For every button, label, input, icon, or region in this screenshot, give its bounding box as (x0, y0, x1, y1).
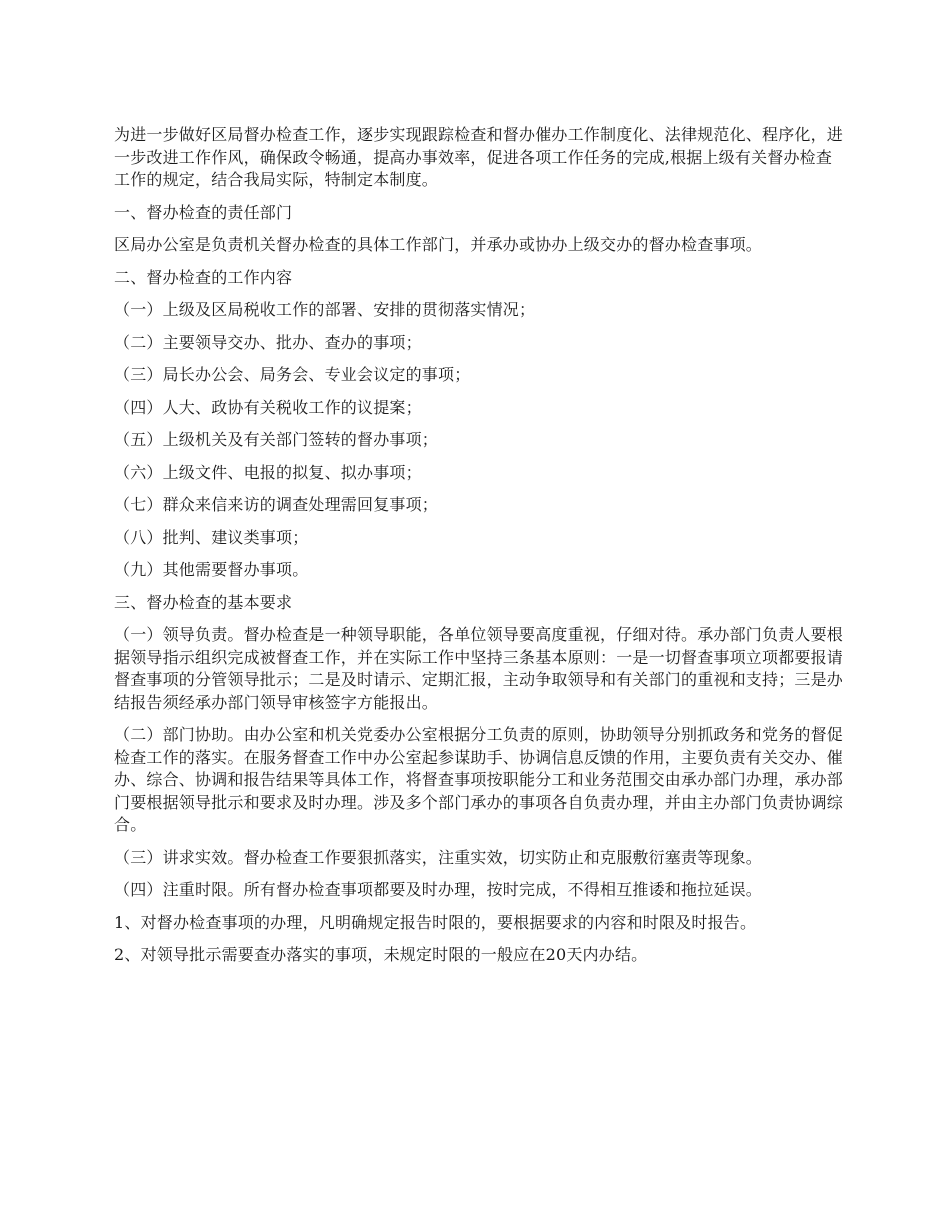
intro-paragraph: 为进一步做好区局督办检查工作，逐步实现跟踪检查和督办催办工作制度化、法律规范化、程序化，进一步改进工作作风，确保政令畅通，提高办事效率，促进各项工作任务的完成,根据上级有关督办检查工作的规定，结合我局实际，特制定本制度。 (114, 125, 844, 189)
section-heading-1: 一、督办检查的责任部门 (114, 202, 293, 222)
time-limit-rule-1: 1、对督办检查事项的办理，凡明确规定报告时限的，要根据要求的内容和时限及时报告。 (114, 912, 757, 932)
document-body (114, 124, 844, 977)
requirement-4: （四）注重时限。所有督办检查事项都要及时办理，按时完成，不得相互推诿和拖拉延误。 (114, 880, 763, 899)
section-heading-2: 二、督办检查的工作内容 (114, 267, 293, 287)
requirement-1: （一）领导负责。督办检查是一种领导职能，各单位领导要高度重视，仔细对待。承办部门负责人要根据领导指示组织完成被督查工作，并在实际工作中坚持三条基本原则：一是一切督查事项立项都要报请督查事项的分管领导批示；二是及时请示、定期汇报，主动争取领导和有关部门的重视和支持；三是办结报告须经承办部门领导审核签字方能报出。 (114, 625, 844, 712)
list-item-7: （七）群众来信来访的调查处理需回复事项； (114, 495, 439, 514)
list-item-3: （三）局长办公会、局务会、专业会议定的事项； (114, 365, 471, 384)
list-item-2: （二）主要领导交办、批办、查办的事项； (114, 332, 422, 352)
list-item-8: （八）批判、建议类事项； (114, 527, 309, 547)
list-item-5: （五）上级机关及有关部门签转的督办事项； (114, 430, 439, 449)
list-item-6: （六）上级文件、电报的拟复、拟办事项； (114, 462, 422, 482)
list-item-9: （九）其他需要督办事项。 (114, 560, 309, 579)
list-item-4: （四）人大、政协有关税收工作的议提案； (114, 397, 422, 417)
requirement-2: （二）部门协助。由办公室和机关党委办公室根据分工负责的原则，协助领导分别抓政务和党务的督促检查工作的落实。在服务督查工作中办公室起参谋助手、协调信息反馈的作用，主要负责有关交办、催办、综合、协调和报告结果等具体工作，将督查事项按职能分工和业务范围交由承办部门办理，承办部门要根据领导批示和要求及时办理。涉及多个部门承办的事项各自负责办理，并由主办部门负责协调综合。 (114, 725, 844, 834)
section-1-body: 区局办公室是负责机关督办检查的具体工作部门，并承办或协办上级交办的督办检查事项。 (114, 235, 763, 254)
list-item-1: （一）上级及区局税收工作的部署、安排的贯彻落实情况； (114, 300, 536, 319)
section-heading-3: 三、督办检查的基本要求 (114, 592, 293, 612)
time-limit-rule-2: 2、对领导批示需要查办落实的事项，未规定时限的一般应在20天内办结。 (114, 945, 648, 964)
requirement-3: （三）讲求实效。督办检查工作要狠抓落实，注重实效，切实防止和克服敷衍塞责等现象。 (114, 847, 763, 867)
